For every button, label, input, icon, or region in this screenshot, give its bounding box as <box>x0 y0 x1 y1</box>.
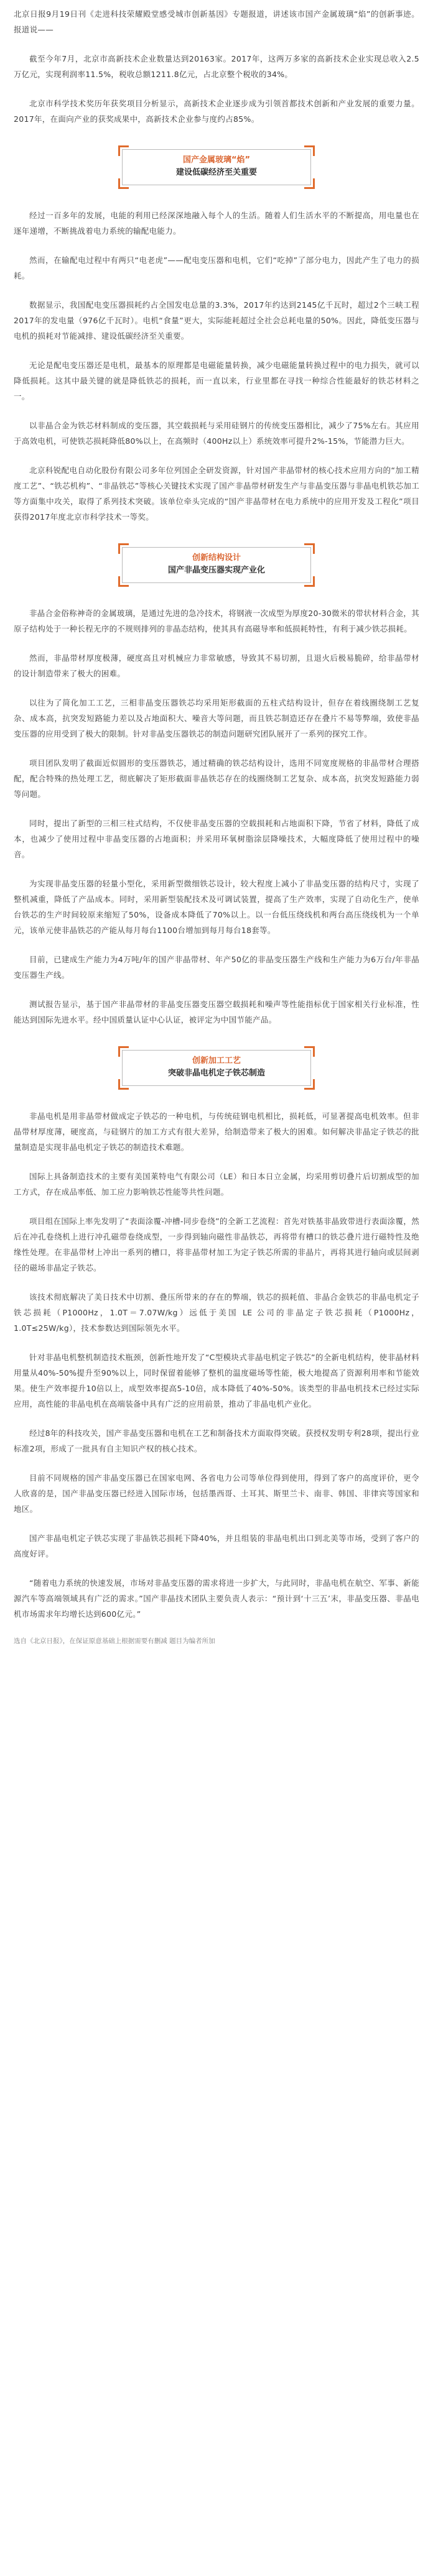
heading-corner-decoration <box>118 576 129 587</box>
body-paragraph: 北京科锐配电自动化股份有限公司多年位列国企全研发资源，针对国产非晶带材的核心技术应用方向的“加工精度工艺”、“铁芯机构”、“非晶铁芯”等核心关键技术实现了国产非晶带材研发生产与非晶变压器与非晶电机铁芯加工等方面集中攻关，取得了系列技术突破。该单位牵头完成的“国产非晶带材在电力系统中的应用开发及工程化”项目获得2017年度北京市科学技术一等奖。 <box>14 466 419 522</box>
section-title-line1: 创新加工工艺 <box>192 1056 241 1065</box>
body-paragraph: 测试报告显示，基于国产非晶带材的非晶变压器变压器空载损耗和噪声等性能指标优于国家相关行业标准，性能达到国际先进水平。经中国质量认证中心认证，被评定为中国节能产品。 <box>14 1000 419 1024</box>
body-paragraph: 非晶合金俗称神奇的金属玻璃，是通过先进的急冷技术，将钢液一次成型为厚度20-30微米的带状材料合金，其原子结构处于一种长程无序的不规则排列的非晶态结构，使其具有高磁导率和低损耗特性，有利于减少铁芯损耗。 <box>14 609 419 633</box>
body-paragraph: 以往为了简化加工工艺，三相非晶变压器铁芯均采用矩形截面的五柱式结构设计，但存在着线圈绕制工艺复杂、成本高，抗突发短路能力差以及占地面积大、噪音大等问题，而且铁芯制造还存在叠片不易等弊端，致使非晶变压器的应用受到了极大的限制。针对非晶变压器铁芯的制造问题研究团队展开了一系列的探究工作。 <box>14 698 419 738</box>
section-heading-3 <box>111 1046 322 1090</box>
section-body-3 <box>14 1108 419 1622</box>
section-body-2 <box>14 605 419 1028</box>
body-paragraph: 国产非晶电机定子铁芯实现了非晶铁芯损耗下降40%，并且组装的非晶电机出口到北美等市场，受到了客户的高度好评。 <box>14 1534 419 1558</box>
intro-paragraph: 截至今年7月，北京市高新技术企业数量达到20163家。2017年，这两万多家的高新技术企业实现总收入2.5万亿元，实现利润率11.5%，税收总额1211.8亿元，占北京整个税收的34%。 <box>14 54 419 79</box>
body-paragraph: 无论是配电变压器还是电机，最基本的原理都是电磁能量转换，减少电磁能量转换过程中的电力损失，就可以降低损耗。这其中最关键的就是降低铁芯的损耗，而一直以来，行业里都在寻找一种综合性能最好的铁芯材料之一。 <box>14 361 419 401</box>
section-title-line1: 国产金属玻璃“焰” <box>182 155 251 165</box>
body-paragraph: 然而，非晶带材厚度极薄，硬度高且对机械应力非常敏感，导致其不易切割，且退火后极易脆碎，给非晶带材的设计制造带来了极大的困难。 <box>14 653 419 678</box>
body-paragraph: 经过8年的科技攻关，国产非晶变压器和电机在工艺和制备技术方面取得突破。获授权发明专利28项，提出行业标准2项，形成了一批具有自主知识产权的核心技术。 <box>14 1428 419 1453</box>
section-title-line1: 创新结构设计 <box>192 553 241 563</box>
body-paragraph: 同时，提出了新型的三相三柱式结构，不仅使非晶变压器的空载损耗和占地面积下降，节省了材料，降低了成本，也减少了使用过程中非晶变压器的占地面积；并采用环氧树脂涂层降噪技术，大幅度降低了使用过程中的噪音。 <box>14 819 419 859</box>
body-paragraph: 非晶电机是用非晶带材做成定子铁芯的一种电机，与传统硅钢电机相比，损耗低，可显著提高电机效率。但非晶带材厚度薄，硬度高，与硅钢片的加工方式有很大差异，给制造带来了极大的困难。如何解决非晶定子铁芯的批量制造是实现非晶电机定子铁芯的制造技术难题。 <box>14 1111 419 1152</box>
heading-corner-decoration <box>304 576 315 587</box>
section-heading-1 <box>111 145 322 189</box>
intro-block <box>14 6 419 127</box>
body-paragraph: 然而，在输配电过程中有两只“电老虎”——配电变压器和电机，它们“吃掉”了部分电力，因此产生了电力的损耗。 <box>14 255 419 280</box>
body-paragraph: 数据显示，我国配电变压器损耗约占全国发电总量的3.3%，2017年约达到2145亿千瓦时，超过2个三峡工程2017年的发电量（976亿千瓦时）。电机“食量”更大，实际能耗超过全社会总耗电量的50%。因此，降低变压器与电机的损耗对节能减排、建设低碳经济至关重要。 <box>14 300 419 341</box>
body-paragraph: 项目团队发明了截面近似圆形的变压器铁芯，通过精确的铁芯结构设计，选用不同宽度规格的非晶带材合理搭配，配合特殊的热处理工艺，彻底解决了矩形截面非晶铁芯存在的线圈绕制工艺复杂、成本高，抗突发短路能力弱等问题。 <box>14 758 419 799</box>
heading-corner-decoration <box>304 178 315 189</box>
section-title <box>111 1055 322 1080</box>
body-paragraph: 为实现非晶变压器的轻量小型化，采用新型微细铁芯设计，较大程度上减小了非晶变压器的结构尺寸，实现了整机减重，降低了产品成本。同时，采用新型装配技术及可调试装置，提高了生产效率，实现了自动化生产，使单台铁芯的生产时间较原来缩短了50%，设备成本降低了70%以上。以一台低压绕线机和两台高压绕线机为一个单元，该单元使非晶铁芯的产能从每月每台1100台增加到每月每台18套等。 <box>14 879 419 935</box>
section-title-line2: 建设低碳经济至关重要 <box>175 168 257 177</box>
body-paragraph: “随着电力系统的快速发展，市场对非晶变压器的需求将进一步扩大，与此同时，非晶电机在航空、军事、新能源汽车等高端领域具有广泛的需求。”国产非晶技术团队主要负责人表示：“预计到‘十三五’末，非晶变压器、非晶电机市场需求年均增长达到600亿元。” <box>14 1578 419 1619</box>
heading-corner-decoration <box>118 178 129 189</box>
body-paragraph: 该技术彻底解决了美日技术中切割、叠压所带来的存在的弊端，铁芯的损耗值、非晶合金铁芯的非晶电机定子铁芯损耗（P1000Hz，1.0T＝7.07W/kg）远低于美国 LE 公司的非晶定子铁芯损耗（P1000Hz，1.0T≤25W/kg），技术参数达到国际领先水平。 <box>14 1292 419 1333</box>
body-paragraph: 针对非晶电机整机制造技术瓶颈，创新性地开发了“C型模块式非晶电机定子铁芯”的全新电机结构，使非晶材料用量从40%-50%提升至90%以上，同时保留着能够了整机的温度磁场等性能，极大地提高了资源利用率和节能效果。使生产效率提升10倍以上，成型效率提高5-10倍，成本降低了40%-50%。该类型的非晶电机技术已经过实际应用，高性能的非晶电机在高端装备中具有广泛的应用前景，推动了非晶电机产业化。 <box>14 1353 419 1409</box>
body-paragraph: 国际上具备制造技术的主要有美国莱特电气有限公司（LE）和日本日立金属，均采用剪切叠片后切割成型的加工方式，存在成品率低、加工应力影响铁芯性能等共性问题。 <box>14 1172 419 1197</box>
heading-corner-decoration <box>118 1079 129 1090</box>
section-title <box>111 154 322 179</box>
section-title-line2: 国产非晶变压器实现产业化 <box>167 566 265 575</box>
body-paragraph: 目前不同规格的国产非晶变压器已在国家电网、各省电力公司等单位得到使用，得到了客户的高度评价，更令人欣喜的是，国产非晶变压器已经进入国际市场，包括墨西哥、土耳其、斯里兰卡、南非、韩国、非律宾等国家和地区。 <box>14 1473 419 1514</box>
section-title-line2: 突破非晶电机定子铁芯制造 <box>167 1069 265 1078</box>
body-paragraph: 经过一百多年的发展，电能的利用已经深深地融入每个人的生活。随着人们生活水平的不断提高，用电量也在逐年递增，不断挑战着电力系统的输配电能力。 <box>14 211 419 236</box>
intro-paragraph: 北京日报9月19日刊《走进科技荣耀殿堂感受城市创新基因》专题报道，讲述该市国产金属玻璃“焰”的创新事迹。报道说—— <box>14 9 419 34</box>
section-heading-2 <box>111 543 322 587</box>
body-paragraph: 项目组在国际上率先发明了“表面涂覆-冲槽-同步卷绕”的全新工艺流程：首先对铁基非晶致带进行表面涂覆，然后在冲孔卷绕机上进行冲孔磁带卷绕成型，一步得到轴向磁性非晶铁芯，再将带有槽口的铁芯叠片进行磁特性及绝缘性处理。在非晶带材上冲出一系列的槽口，将非晶带材加工为定子铁芯所需的非晶片，再将其进行轴向或层间剥径的磁场非晶定子铁芯。 <box>14 1217 419 1272</box>
body-paragraph: 目前，已建成生产能力为4万吨/年的国产非晶带材、年产50亿的非晶变压器生产线和生产能力为6万台/年非晶变压器生产线。 <box>14 955 419 980</box>
section-title <box>111 552 322 577</box>
source-note: 选自《北京日报》，在保证原意基础上根据需要有删减 题目为编者所加 <box>14 1637 215 1645</box>
section-body-1 <box>14 208 419 525</box>
body-paragraph: 以非晶合金为铁芯材料制成的变压器，其空载损耗与采用硅钢片的传统变压器相比，减少了75%左右。其应用于高效电机，可使铁芯损耗降低80%以上，在高频时（400Hz以上）系统效率可提升2%-15%，节能潜力巨大。 <box>14 421 419 446</box>
heading-corner-decoration <box>304 1079 315 1090</box>
intro-paragraph: 北京市科学技术奖历年获奖项目分析显示，高新技术企业逐步成为引领首都技术创新和产业发展的重要力量。2017年，在面向产业的获奖成果中，高新技术企业参与度约占85%。 <box>14 99 419 124</box>
